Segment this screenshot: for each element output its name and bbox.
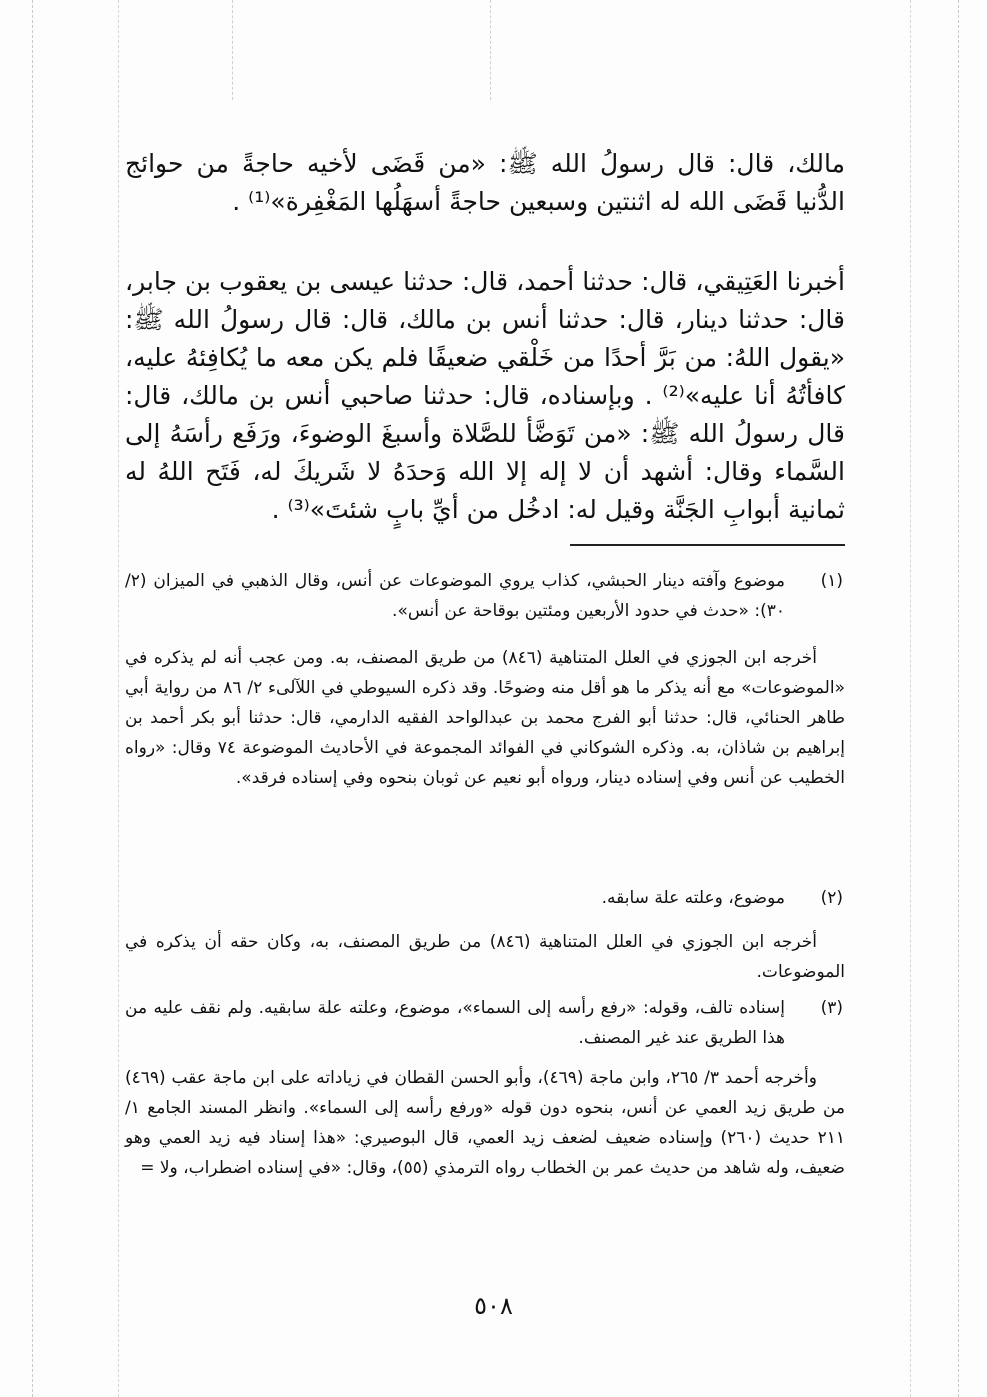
footnote-2-continuation <box>125 927 845 987</box>
footnote-2 <box>125 883 845 913</box>
footnote-number: (٣) <box>820 998 843 1018</box>
scan-tick-mark <box>232 0 233 100</box>
footnote-continuation-text: أخرجه ابن الجوزي في العلل المتناهية (٨٤٦) من طريق المصنف، به، وكان حقه أن يذكره في الموضوعات. <box>125 932 845 982</box>
scan-border-right-inner <box>910 0 911 1397</box>
footnote-1-continuation <box>125 643 845 793</box>
footnote-number: (٢) <box>820 888 843 908</box>
footnote-number: (١) <box>820 571 843 591</box>
footnote-text: إسناده تالف، وقوله: «رفع رأسه إلى السماء»، موضوع، وعلته علة سابقيه. ولم نقف عليه من هذا الطريق عند غير المصنف. <box>125 998 785 1048</box>
footnote-text: موضوع، وعلته علة سابقه. <box>601 888 785 908</box>
scan-border-left <box>32 0 33 1397</box>
page-number: ٥٠٨ <box>474 1292 513 1320</box>
footnote-continuation-text: وأخرجه أحمد ٣/ ٢٦٥، وابن ماجة (٤٦٩)، وأبو الحسن القطان في زياداته على ابن ماجة عقب (٤٦٩) من طريق زيد العمي عن أنس، بنحوه دون قوله «ورفع رأسه إلى السماء». وانظر المسند الجامع ١/ ٢١١ حديث (٢٦٠) وإسناده ضعيف لضعف زيد العمي، قال البوصيري: «هذا إسناد فيه زيد العمي وهو ضعيف، وله شاهد من حديث عمر بن الخطاب رواه الترمذي (٥٥)، وقال: «في إسناده اضطراب، ولا = <box>125 1068 845 1178</box>
footnote-separator <box>570 544 845 546</box>
main-paragraph-2: أخبرنا العَتِيقي، قال: حدثنا أحمد، قال: حدثنا عيسى بن يعقوب بن جابر، قال: حدثنا دينار، قال: حدثنا أنس بن مالك، قال: قال رسولُ الله ﷺ: «يقول اللهُ: من بَرَّ أحدًا من خَلْقي ضعيفًا فلم يكن معه ما يُكافِئهُ عليه، كافأتُهُ أنا عليه»⁽²⁾ . وبإسناده، قال: حدثنا صاحبي أنس بن مالك، قال: قال رسولُ الله ﷺ: «من تَوَضَّأ للصَّلاة وأسبغَ الوضوءَ، ورَفَع رأسَهُ إلى السَّماء وقال: أشهد أن لا إله إلا الله وَحدَهُ لا شَريكَ له، فَتَح اللهُ له ثمانية أبوابِ الجَنَّة وقيل له: ادخُل من أيِّ بابٍ شئتَ»⁽³⁾ . <box>125 267 845 524</box>
footnote-3-continuation <box>125 1063 845 1183</box>
footnote-1 <box>125 566 845 626</box>
footnote-text: موضوع وآفته دينار الحبشي، كذاب يروي الموضوعات عن أنس، وقال الذهبي في الميزان (٢/ ٣٠): «حدث في حدود الأربعين ومئتين بوقاحة عن أنس». <box>125 571 785 621</box>
scan-border-right <box>958 0 959 1397</box>
footnote-3 <box>125 993 845 1053</box>
main-paragraph-1: مالك، قال: قال رسولُ الله ﷺ: «من قَضَى لأخيه حاجةً من حوائج الدُّنيا قَضَى الله له اثنتين وسبعين حاجةً أسهَلُها المَغْفِرة»⁽¹⁾ . <box>125 149 845 216</box>
footnote-continuation-text: أخرجه ابن الجوزي في العلل المتناهية (٨٤٦) من طريق المصنف، به. ومن عجب أنه لم يذكره في «الموضوعات» مع أنه يذكر ما هو أقل منه وضوحًا. وقد ذكره السيوطي في اللآلىء ٢/ ٨٦ من رواية أبي طاهر الحنائي، قال: حدثنا أبو الفرج محمد بن عبدالواحد الفقيه الدارمي، قال: حدثنا أبو بكر أحمد بن إبراهيم بن شاذان، به. وذكره الشوكاني في الفوائد المجموعة في الأحاديث الموضوعة ٧٤ وقال: «رواه الخطيب عن أنس وفي إسناده دينار، ورواه أبو نعيم عن ثوبان بنحوه وفي إسناده فرقد». <box>125 648 845 788</box>
scan-tick-mark <box>490 0 491 100</box>
scan-border-left-inner <box>118 0 119 1397</box>
